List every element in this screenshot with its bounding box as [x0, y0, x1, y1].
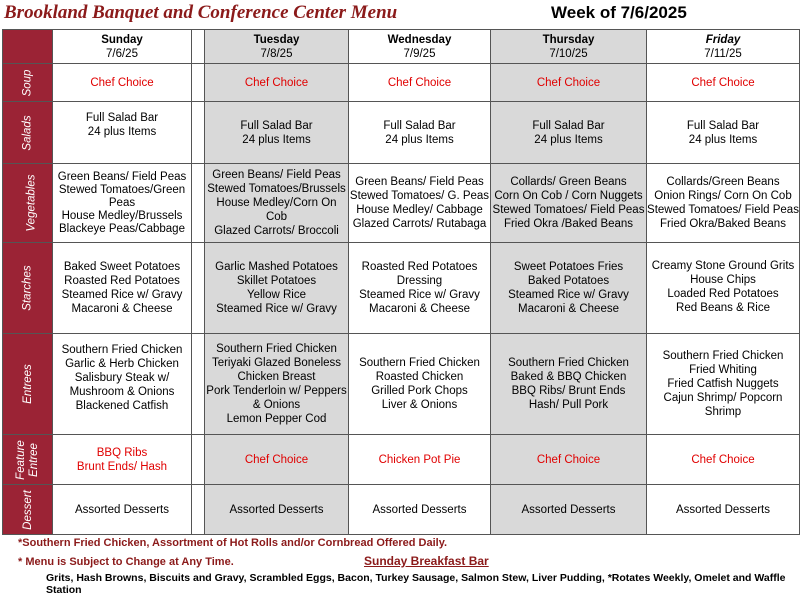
menu-line: Roasted Red Potatoes	[64, 275, 180, 287]
menu-cell	[491, 164, 647, 243]
day-date: 7/6/25	[106, 47, 138, 60]
spacer-cell	[192, 30, 205, 64]
menu-line: Macaroni & Cheese	[71, 303, 173, 315]
menu-line: Garlic Mashed Potatoes	[215, 261, 338, 273]
menu-line: Steamed Rice w/ Gravy	[61, 289, 183, 301]
menu-cell	[491, 102, 647, 164]
week-label: Week of 7/6/2025	[551, 3, 687, 22]
menu-line: Steamed Rice w/ Gravy	[359, 289, 480, 301]
menu-line: Chicken Breast	[237, 371, 316, 383]
menu-line: House Chips	[690, 274, 756, 286]
menu-line: 24 plus Items	[242, 133, 311, 146]
dessert-row	[3, 485, 800, 535]
menu-line: Onion Rings/ Corn On Cob	[654, 190, 792, 202]
menu-line: Garlic & Herb Chicken	[65, 358, 179, 370]
menu-line: Fried Whiting	[689, 364, 757, 376]
day-name: Tuesday	[253, 33, 300, 46]
menu-cell: Chef Choice	[647, 64, 800, 102]
menu-line: Baked Potatoes	[527, 275, 610, 287]
row-label-entrees	[3, 334, 53, 435]
day-date: 7/9/25	[403, 47, 436, 60]
menu-line: Steamed Rice w/ Gravy	[508, 289, 629, 301]
row-label-text: Dessert	[21, 489, 34, 530]
menu-cell	[205, 243, 349, 334]
row-label-soup	[3, 64, 53, 102]
menu-line: Full Salad Bar	[532, 119, 605, 132]
menu-cell	[53, 243, 192, 334]
menu-line: Fried Okra /Baked Beans	[503, 218, 634, 230]
menu-cell	[647, 243, 800, 334]
spacer-cell	[192, 102, 205, 164]
menu-line: Blackened Catfish	[75, 400, 169, 412]
spacer-cell	[192, 243, 205, 334]
menu-line: Fried Catfish Nuggets	[667, 378, 779, 390]
menu-cell	[491, 334, 647, 435]
menu-line: Southern Fried Chicken	[359, 357, 480, 369]
spacer-cell	[192, 334, 205, 435]
menu-line: Salisbury Steak w/	[74, 372, 170, 384]
menu-title: Brookland Banquet and Conference Center Menu	[4, 2, 398, 23]
menu-line: House Medley/Brussels	[61, 209, 183, 222]
menu-line: Glazed Carrots/ Broccoli	[214, 225, 339, 237]
menu-line: 24 plus Items	[87, 126, 157, 138]
menu-cell	[205, 102, 349, 164]
menu-line: Southern Fried Chicken	[216, 343, 337, 355]
menu-line: Hash/ Pull Pork	[528, 399, 609, 411]
menu-line: Chef Choice	[244, 453, 309, 466]
day-header-thursday	[491, 30, 647, 64]
header-row	[3, 30, 800, 64]
spacer-cell	[192, 64, 205, 102]
menu-line: Lemon Pepper Cod	[226, 413, 327, 425]
menu-line: Collards/Green Beans	[666, 176, 780, 188]
menu-line: Macaroni & Cheese	[518, 303, 619, 315]
menu-cell: Chef Choice	[53, 64, 192, 102]
day-header-friday	[647, 30, 800, 64]
day-name: Thursday	[542, 33, 595, 46]
row-label-text: Starches	[21, 265, 34, 311]
row-label-line: Entree	[27, 442, 40, 477]
menu-line: Steamed Rice w/ Gravy	[216, 303, 337, 315]
menu-line: BBQ Ribs	[96, 446, 148, 459]
menu-cell: Assorted Desserts	[491, 485, 647, 535]
day-header-wednesday	[349, 30, 491, 64]
day-header-sunday	[53, 30, 192, 64]
menu-cell: Chef Choice	[205, 64, 349, 102]
row-label-line: Feature	[14, 439, 27, 480]
menu-line: Liver & Onions	[381, 399, 458, 411]
breakfast-bar-title: Sunday Breakfast Bar	[364, 554, 489, 568]
menu-cell	[349, 334, 491, 435]
menu-line: Pork Tenderloin w/ Peppers	[206, 385, 347, 397]
footnote-daily-offerings: *Southern Fried Chicken, Assortment of Hot Rolls and/or Cornbread Offered Daily.	[18, 537, 448, 549]
row-label-salads	[3, 102, 53, 164]
menu-cell: Assorted Desserts	[349, 485, 491, 535]
menu-line: Full Salad Bar	[240, 119, 313, 132]
row-label-text: Entrees	[21, 364, 34, 404]
menu-line: Southern Fried Chicken	[508, 357, 629, 369]
menu-line: Brunt Ends/ Hash	[76, 460, 168, 473]
menu-cell	[205, 164, 349, 243]
menu-line: Grilled Pork Chops	[371, 385, 468, 397]
vegetables-row	[3, 164, 800, 243]
menu-line: Fried Okra/Baked Beans	[660, 218, 786, 230]
menu-cell	[647, 102, 800, 164]
menu-line: Chef Choice	[536, 453, 601, 466]
menu-line: Stewed Tomatoes/Green Peas	[58, 183, 186, 209]
menu-line: Red Beans & Rice	[676, 302, 770, 314]
menu-line: Skillet Potatoes	[236, 275, 317, 287]
menu-line: 24 plus Items	[385, 133, 454, 146]
menu-cell	[349, 243, 491, 334]
row-label-dessert	[3, 485, 53, 535]
menu-line: BBQ Ribs/ Brunt Ends	[511, 385, 626, 397]
menu-line: Stewed Tomatoes/ G. Peas	[349, 190, 490, 202]
menu-line: Loaded Red Potatoes	[667, 288, 779, 300]
menu-line: Roasted Red Potatoes	[361, 261, 478, 273]
menu-line: 24 plus Items	[688, 133, 758, 146]
menu-cell: Assorted Desserts	[53, 485, 192, 535]
menu-line: House Medley/ Cabbage	[356, 204, 483, 216]
menu-line: Full Salad Bar	[686, 119, 760, 132]
day-header-tuesday	[205, 30, 349, 64]
menu-cell	[647, 164, 800, 243]
day-name: Sunday	[101, 33, 143, 46]
menu-line: Blackeye Peas/Cabbage	[59, 222, 185, 235]
menu-cell	[53, 435, 192, 485]
menu-cell	[53, 164, 192, 243]
menu-line: 24 plus Items	[534, 133, 603, 146]
menu-table	[2, 29, 800, 535]
menu-cell	[53, 102, 192, 164]
spacer-cell	[192, 164, 205, 243]
day-name: Wednesday	[387, 33, 452, 46]
menu-line: Yellow Rice	[246, 289, 307, 301]
menu-line: Green Beans/ Field Peas	[57, 170, 187, 183]
menu-cell	[491, 243, 647, 334]
menu-line: Southern Fried Chicken	[662, 350, 784, 362]
menu-cell	[491, 435, 647, 485]
spacer-cell	[192, 435, 205, 485]
menu-line: Full Salad Bar	[85, 112, 159, 124]
row-label-text: Soup	[21, 69, 34, 96]
menu-cell: Assorted Desserts	[205, 485, 349, 535]
menu-line: Roasted Chicken	[375, 371, 464, 383]
menu-line: Cajun Shrimp/ Popcorn	[663, 392, 783, 404]
menu-line: Southern Fried Chicken	[61, 344, 183, 356]
menu-line: Green Beans/ Field Peas	[355, 176, 484, 188]
feature-entree-row	[3, 435, 800, 485]
menu-line: Dressing	[396, 275, 443, 287]
footnote-subject-to-change: * Menu is Subject to Change at Any Time.	[18, 556, 234, 568]
row-label-text	[14, 440, 40, 480]
menu-cell	[53, 334, 192, 435]
menu-cell: Chef Choice	[349, 64, 491, 102]
menu-line: Baked & BBQ Chicken	[510, 371, 627, 383]
row-label-vegetables	[3, 164, 53, 243]
corner-cell	[3, 30, 53, 64]
row-label-text: Vegetables	[25, 174, 38, 232]
menu-line: Green Beans/ Field Peas	[212, 169, 341, 181]
menu-cell	[349, 435, 491, 485]
menu-cell	[647, 334, 800, 435]
menu-line: Glazed Carrots/ Rutabaga	[352, 218, 487, 230]
menu-line: Full Salad Bar	[383, 119, 456, 132]
row-label-feature-entree	[3, 435, 53, 485]
row-label-text: Salads	[21, 114, 34, 151]
menu-cell	[205, 334, 349, 435]
menu-cell	[349, 102, 491, 164]
spacer-cell	[192, 485, 205, 535]
menu-line: Macaroni & Cheese	[369, 303, 470, 315]
day-name: Friday	[705, 33, 741, 46]
starches-row	[3, 243, 800, 334]
menu-cell: Chef Choice	[491, 64, 647, 102]
menu-line: Mushroom & Onions	[69, 386, 175, 398]
day-date: 7/11/25	[704, 47, 742, 60]
breakfast-bar-items: Grits, Hash Browns, Biscuits and Gravy, Scrambled Eggs, Bacon, Turkey Sausage, Salmon Stew, Liver Pudding, *Rotates Weekly, Omelet and Waffle Station	[46, 572, 786, 596]
menu-line: House Medley/Corn On Cob	[216, 197, 337, 223]
day-date: 7/8/25	[260, 47, 293, 60]
menu-line: Baked Sweet Potatoes	[63, 261, 181, 273]
soup-row	[3, 64, 800, 102]
menu-line: Teriyaki Glazed Boneless	[211, 357, 342, 369]
menu-line: Shrimp	[704, 406, 742, 418]
menu-line: Stewed Tomatoes/ Field Peas	[492, 204, 645, 216]
menu-line: Chef Choice	[691, 453, 755, 466]
row-label-starches	[3, 243, 53, 334]
menu-cell	[205, 435, 349, 485]
menu-cell: Assorted Desserts	[647, 485, 800, 535]
menu-line: & Onions	[252, 399, 301, 411]
menu-cell	[647, 435, 800, 485]
menu-line: Collards/ Green Beans	[510, 176, 627, 188]
menu-line: Stewed Tomatoes/ Field Peas	[647, 204, 799, 216]
menu-cell	[349, 164, 491, 243]
menu-line: Stewed Tomatoes/Brussels	[207, 183, 346, 195]
menu-line: Sweet Potatoes Fries	[513, 261, 624, 273]
menu-line: Creamy Stone Ground Grits	[651, 260, 795, 272]
menu-line: Corn On Cob / Corn Nuggets	[494, 190, 643, 202]
menu-line: Chicken Pot Pie	[378, 453, 461, 466]
entrees-row	[3, 334, 800, 435]
day-date: 7/10/25	[549, 47, 588, 60]
salads-row	[3, 102, 800, 164]
